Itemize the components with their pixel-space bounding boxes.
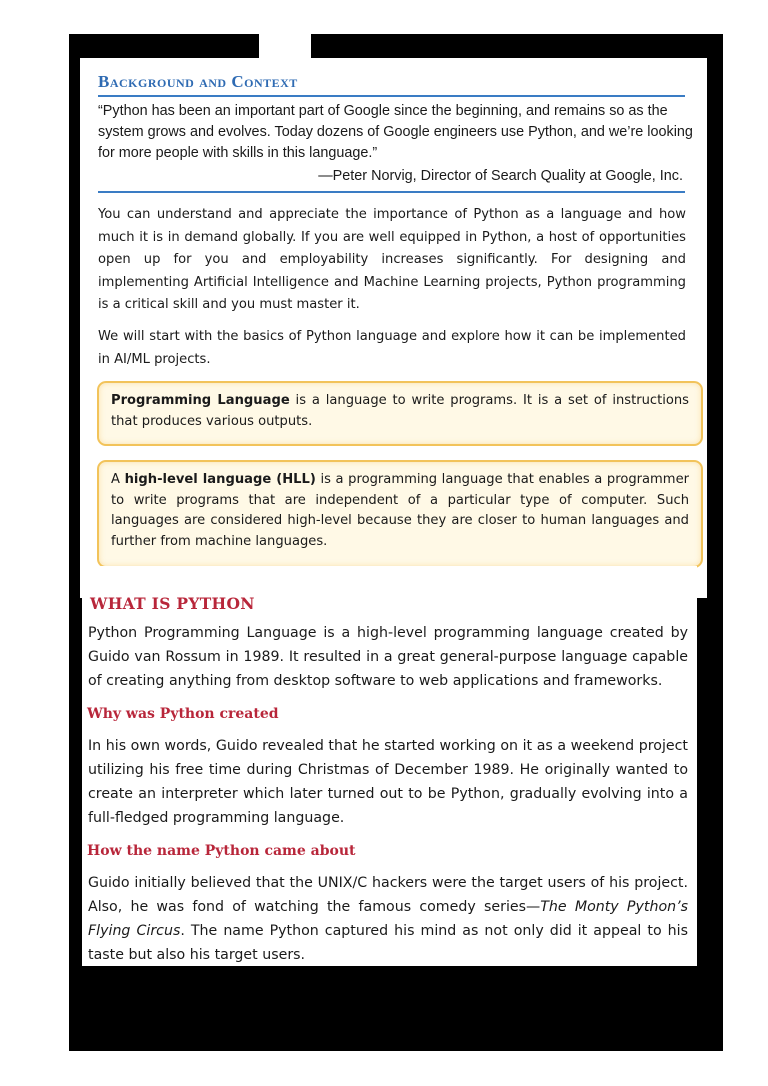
quote-attribution: —Peter Norvig, Director of Search Quality at Google, Inc. [318, 168, 683, 184]
definition-box-programming-language [97, 381, 703, 446]
tv-series-title: The Monty Python’s Flying Circus [88, 899, 689, 939]
scan-notch [259, 34, 311, 58]
intro-paragraph-2: We will start with the basics of Python language and explore how it can be implemented in AI/ML projects. [98, 329, 686, 367]
subheading-name-origin: How the name Python came about [87, 843, 356, 859]
definition-box-hll [97, 460, 703, 568]
definition-term: Programming Language [111, 393, 290, 408]
name-origin-text-2: . The name Python captured his mind as not only did it appeal to his taste but also his target users. [88, 923, 688, 963]
page-top-section [80, 58, 707, 598]
scanned-page [69, 34, 723, 1051]
definition-text: is a programming language that enables a programmer to write programs that are independent of a particular type of computer. Such languages are considered high-level because they are closer to human languages and further from machine languages. [111, 472, 690, 549]
context-rule-top [98, 95, 685, 97]
section-title-what-is-python: WHAT IS PYTHON [90, 594, 255, 613]
subheading-why-created: Why was Python created [87, 706, 279, 722]
context-heading: Background and Context [98, 72, 298, 91]
name-origin-text-1: Guido initially believed that the UNIX/C hackers were the target users of his project. Also, he was fond of watching the famous comedy series— [88, 875, 688, 915]
page-bottom-section [82, 566, 697, 966]
definition-prefix: A [111, 472, 125, 487]
name-origin-paragraph [88, 871, 688, 967]
what-is-python-paragraph: Python Programming Language is a high-level programming language created by Guido van Rossum in 1989. It resulted in a great general-purpose language capable of creating anything from desktop software to web applications and frameworks. [88, 625, 688, 689]
why-created-paragraph: In his own words, Guido revealed that he started working on it as a weekend project utilizing his free time during Christmas of December 1989. He originally wanted to create an interpreter which later turned out to be Python, gradually evolving into a full-fledged programming language. [88, 738, 688, 826]
intro-paragraph-1: You can understand and appreciate the importance of Python as a language and how much it is in demand globally. If you are well equipped in Python, a host of opportunities open up for you and employability increases significantly. For designing and implementing Artificial Intelligence and Machine Learning projects, Python programming is a critical skill and you must master it. [98, 207, 686, 313]
context-rule-bottom [98, 191, 685, 193]
definition-term: high-level language (HLL) [124, 472, 316, 487]
definition-text: is a language to write programs. It is a set of instructions that produces various outputs. [111, 393, 689, 429]
norvig-quote: “Python has been an important part of Google since the beginning, and remains so as the system grows and evolves. Today dozens of Google engineers use Python, and we’re looking for more people with skills in this language.” [98, 103, 693, 161]
